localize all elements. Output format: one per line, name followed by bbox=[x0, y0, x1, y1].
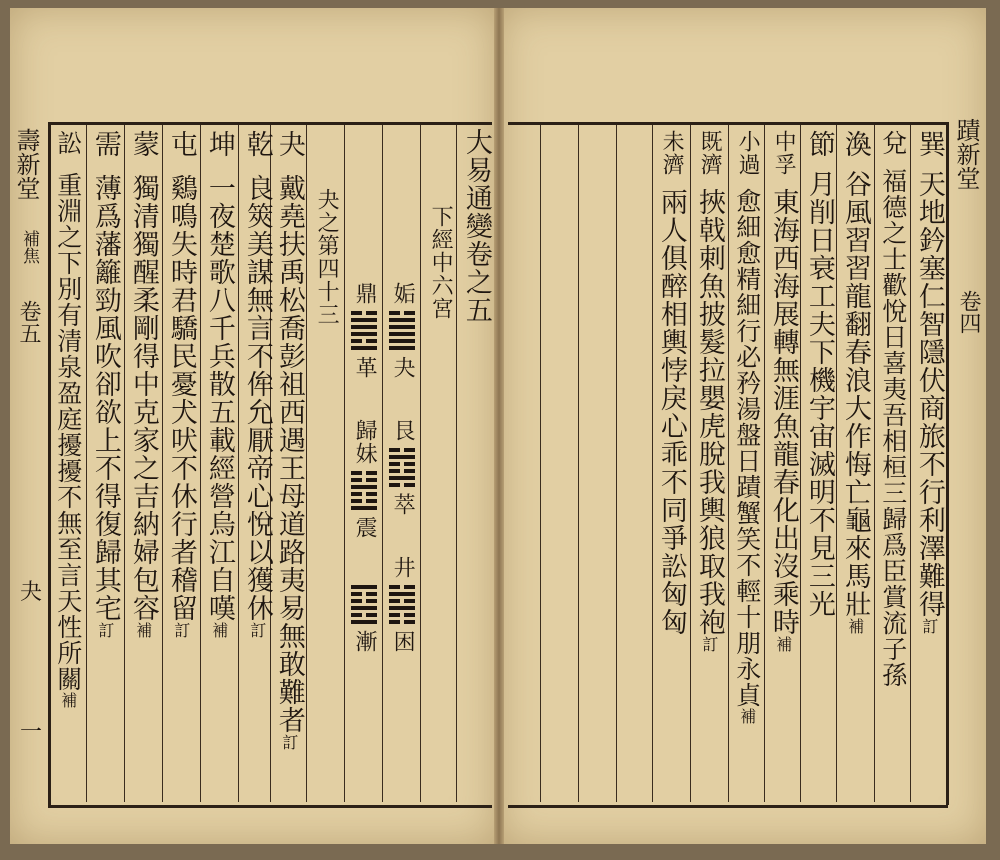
text-entry: 小過 愈細愈精細行必矜湯盤日蹟蟹笑不輕十朋永貞 補 bbox=[732, 130, 762, 725]
right-fold-juan: 卷四 bbox=[956, 290, 981, 334]
column-rule bbox=[578, 125, 579, 802]
column-rule bbox=[344, 125, 345, 802]
volume-subtitle: 下經中六宮 bbox=[428, 205, 454, 320]
hexagram-figure bbox=[351, 471, 377, 510]
text-entry: 未濟 兩人俱醉相輿悖戾心乖不同爭訟匈匈 bbox=[655, 130, 687, 636]
hexagram-name: 井 bbox=[390, 556, 416, 579]
text-entry: 渙 谷風習習龍翻春浪大作悔亡龜來馬壯 補 bbox=[839, 130, 871, 635]
left-fold-leaf: 一 bbox=[20, 720, 43, 745]
text-entry: 蒙 獨清獨醒柔剛得中克家之吉納婦包容 補 bbox=[127, 130, 159, 639]
section-title: 夬之第四十三 bbox=[314, 188, 340, 326]
hexagram-figure bbox=[389, 448, 415, 487]
left-fold-title: 壽新堂 bbox=[12, 128, 40, 200]
hexagram-name: 夬 bbox=[390, 356, 416, 379]
text-entry: 中孚 東海西海展轉無涯魚龍春化出沒乘時 補 bbox=[767, 130, 799, 653]
hexagram-name: 鼎 bbox=[352, 282, 378, 305]
hexagram-column-1 bbox=[384, 282, 420, 653]
text-entry: 既濟 挾戟刺魚披髮拉嬰虎脫我輿狼取我袍 訂 bbox=[693, 130, 725, 653]
hexagram-name: 困 bbox=[390, 630, 416, 653]
hexagram-name: 歸妹 bbox=[352, 419, 378, 465]
right-fold-title: 蹟新堂 bbox=[952, 118, 980, 190]
hexagram-name: 艮 bbox=[390, 419, 416, 442]
volume-title: 大易通變卷之五 bbox=[460, 128, 492, 324]
text-entry: 巽 天地鈐塞仁智隱伏商旅不行利澤難得 訂 bbox=[913, 130, 945, 635]
text-entry: 節 月削日衰工夫下機宇宙滅明不見三光 bbox=[803, 130, 835, 618]
left-fold-juan: 卷五 bbox=[16, 300, 41, 344]
hexagram-name: 震 bbox=[352, 516, 378, 539]
hexagram-name: 萃 bbox=[390, 493, 416, 516]
hexagram-figure bbox=[389, 585, 415, 624]
hexagram-column-2 bbox=[346, 282, 382, 653]
text-entry: 需 薄爲藩籬勁風吹卻欲上不得復歸其宅 訂 bbox=[89, 130, 121, 639]
hexagram-name: 漸 bbox=[352, 630, 378, 653]
hexagram-figure bbox=[389, 311, 415, 350]
column-rule bbox=[420, 125, 421, 802]
column-rule bbox=[540, 125, 541, 802]
hexagram-figure bbox=[351, 311, 377, 350]
column-rule bbox=[616, 125, 617, 802]
text-entry: 乾 良筴美謀無言不侔允厭帝心悅以獲休 訂 bbox=[241, 130, 273, 639]
left-fold-sub: 補焦 bbox=[19, 230, 39, 264]
text-entry: 兌 福德之士歡悅日喜夷吾相桓三歸爲臣賞流子孫 bbox=[878, 130, 908, 688]
hexagram-name: 革 bbox=[352, 356, 378, 379]
text-entry: 屯 鷄鳴失時君驕民憂犬吠不休行者稽留 訂 bbox=[165, 130, 197, 639]
left-fold-hexagram: 夬 bbox=[20, 580, 43, 605]
book-gutter bbox=[494, 8, 504, 844]
text-entry: 坤 一夜楚歌八千兵散五載經營烏江自嘆 補 bbox=[203, 130, 235, 639]
hexagram-name: 姤 bbox=[390, 282, 416, 305]
hexagram-figure bbox=[351, 585, 377, 624]
text-entry: 夬 戴堯扶禹松喬彭祖西遇王母道路夷易無敢難者 訂 bbox=[273, 130, 305, 751]
column-rule bbox=[382, 125, 383, 802]
text-entry: 訟 重淵之下別有清泉盈庭擾擾不無至言天性所關 補 bbox=[53, 130, 83, 709]
